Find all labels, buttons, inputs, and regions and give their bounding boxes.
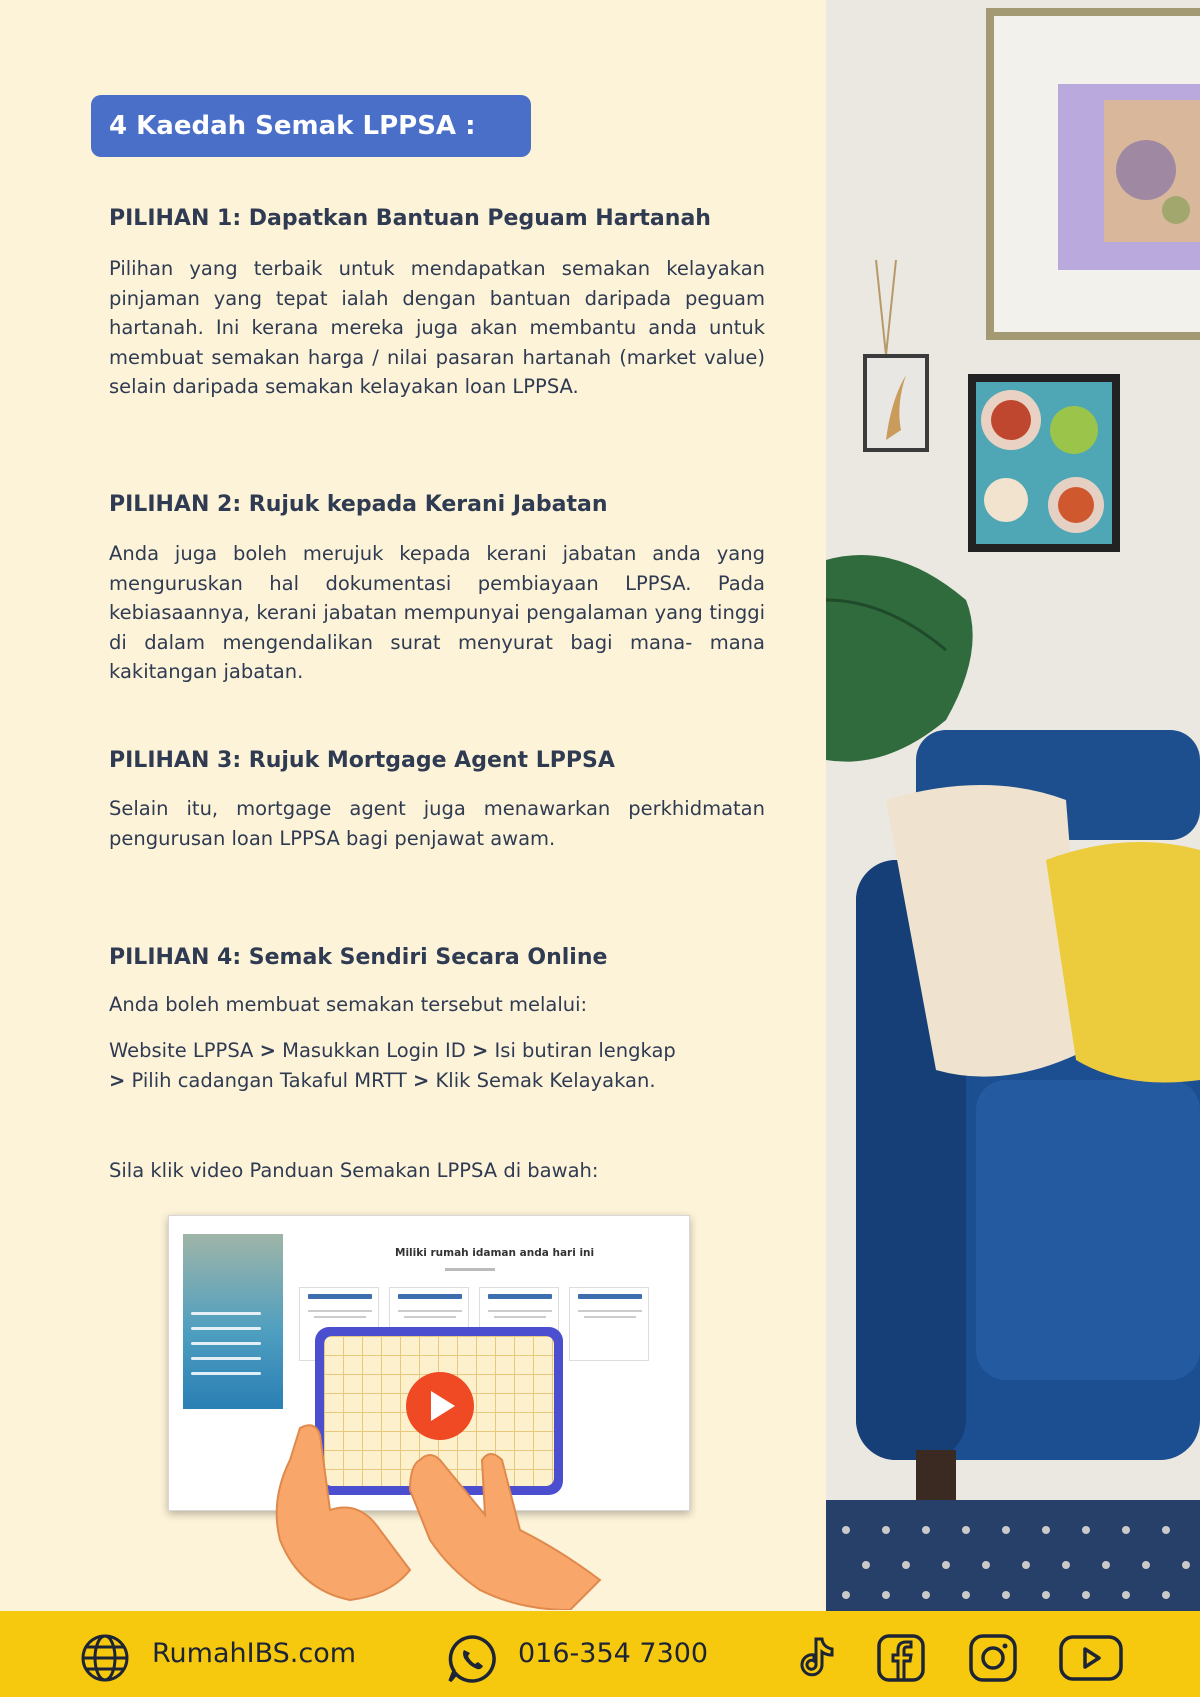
facebook-icon[interactable] xyxy=(876,1633,926,1683)
website-link[interactable]: RumahIBS.com xyxy=(152,1638,357,1669)
play-icon[interactable] xyxy=(406,1372,474,1440)
tiktok-icon[interactable] xyxy=(792,1633,840,1681)
hands-illustration xyxy=(270,1420,610,1610)
thumbnail-card xyxy=(569,1287,649,1361)
thumbnail-sidebar-item xyxy=(191,1342,261,1345)
living-room-photo xyxy=(826,0,1200,1611)
step-login: Masukkan Login ID xyxy=(282,1039,466,1062)
whatsapp-icon xyxy=(446,1633,498,1685)
step-takaful: Pilih cadangan Takaful MRTT xyxy=(131,1068,407,1092)
option-3-body: Selain itu, mortgage agent juga menawarkan perkhidmatan pengurusan loan LPPSA bagi penjawat awam. xyxy=(109,797,765,850)
thumbnail-subheading xyxy=(445,1268,495,1271)
thumbnail-sidebar-item xyxy=(191,1327,261,1330)
option-3-heading: PILIHAN 3: Rujuk Mortgage Agent LPPSA xyxy=(109,748,615,773)
option-2-heading: PILIHAN 2: Rujuk kepada Kerani Jabatan xyxy=(109,492,608,517)
step-separator: > xyxy=(109,1068,126,1092)
option-1-heading: PILIHAN 1: Dapatkan Bantuan Peguam Hartanah xyxy=(109,206,711,231)
thumbnail-heading: Miliki rumah idaman anda hari ini xyxy=(395,1247,595,1259)
step-details: Isi butiran lengkap xyxy=(494,1039,676,1062)
phone-number[interactable]: 016-354 7300 xyxy=(518,1638,709,1669)
option-4-heading: PILIHAN 4: Semak Sendiri Secara Online xyxy=(109,945,608,970)
option-4-body: Anda boleh membuat semakan tersebut melalui: xyxy=(109,993,588,1016)
globe-icon xyxy=(80,1633,130,1683)
option-1-body: Pilihan yang terbaik untuk mendapatkan semakan kelayakan pinjaman yang tepat ialah dengan bantuan daripada peguam hartanah. Ini kerana mereka juga akan membantu anda untuk membuat semakan harga / nilai pasaran hartanah (market value) selain daripada semakan kelayakan loan LPPSA. xyxy=(109,257,765,398)
thumbnail-sidebar-item xyxy=(191,1357,261,1360)
living-room-illustration xyxy=(826,0,1200,1611)
youtube-icon[interactable] xyxy=(1058,1633,1124,1683)
step-separator: > xyxy=(412,1068,430,1092)
instagram-icon[interactable] xyxy=(968,1633,1018,1683)
option-2-body: Anda juga boleh merujuk kepada kerani jabatan anda yang menguruskan hal dokumentasi pembiayaan LPPSA. Pada kebiasaannya, kerani jabatan mempunyai pengalaman yang tinggi di dalam mengendalikan surat menyurat bagi mana- mana kakitangan jabatan. xyxy=(109,542,765,683)
thumbnail-sidebar xyxy=(183,1234,283,1409)
thumbnail-sidebar-item xyxy=(191,1312,261,1315)
footer xyxy=(0,1611,1200,1697)
step-check: Klik Semak Kelayakan. xyxy=(435,1068,656,1092)
thumbnail-sidebar-item xyxy=(191,1372,261,1375)
online-steps xyxy=(109,1036,765,1095)
step-website: Website LPPSA xyxy=(109,1039,254,1062)
section-title: 4 Kaedah Semak LPPSA : xyxy=(91,95,531,157)
video-prompt: Sila klik video Panduan Semakan LPPSA di bawah: xyxy=(109,1159,599,1182)
step-separator: > xyxy=(259,1039,276,1062)
step-separator: > xyxy=(471,1039,489,1062)
